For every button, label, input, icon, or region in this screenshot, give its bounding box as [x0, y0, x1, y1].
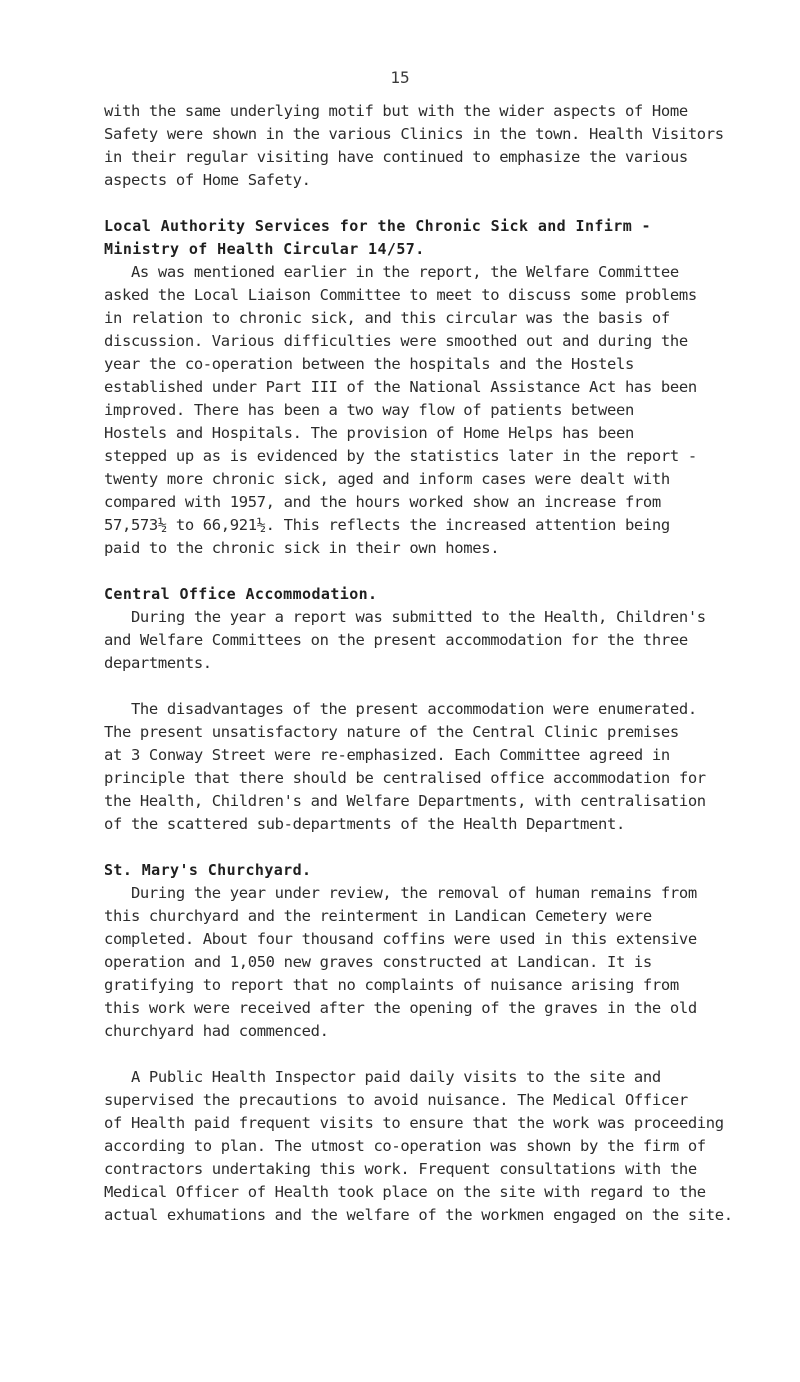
- text-line: this work were received after the opening of the graves in the old: [104, 999, 697, 1017]
- text-line: and Welfare Committees on the present accommodation for the three: [104, 631, 688, 649]
- text-line: paid to the chronic sick in their own homes.: [104, 539, 500, 557]
- text-line: year the co-operation between the hospitals and the Hostels: [104, 355, 634, 373]
- text-line: Safety were shown in the various Clinics in the town. Health Visitors: [104, 125, 724, 143]
- text-line: asked the Local Liaison Committee to meet to discuss some problems: [104, 286, 697, 304]
- section-central-office: [104, 583, 784, 836]
- section-heading: Ministry of Health Circular 14/57.: [104, 240, 425, 258]
- text-line: aspects of Home Safety.: [104, 171, 311, 189]
- text-line: in relation to chronic sick, and this circular was the basis of: [104, 309, 670, 327]
- spacer: [104, 560, 784, 583]
- page-number: 15: [390, 68, 410, 87]
- text-line: During the year under review, the removal of human remains from: [104, 884, 697, 902]
- spacer: [104, 675, 784, 698]
- text-line: the Health, Children's and Welfare Departments, with centralisation: [104, 792, 706, 810]
- text-line: Medical Officer of Health took place on the site with regard to the: [104, 1183, 706, 1201]
- section-churchyard: [104, 859, 784, 1227]
- text-line: A Public Health Inspector paid daily visits to the site and: [104, 1068, 661, 1086]
- section-heading: Central Office Accommodation.: [104, 585, 378, 603]
- text-line: compared with 1957, and the hours worked show an increase from: [104, 493, 661, 511]
- text-line: completed. About four thousand coffins were used in this extensive: [104, 930, 697, 948]
- text-line: stepped up as is evidenced by the statistics later in the report -: [104, 447, 697, 465]
- text-line: During the year a report was submitted to the Health, Children's: [104, 608, 706, 626]
- text-line: churchyard had commenced.: [104, 1022, 329, 1040]
- text-line: 57,573½ to 66,921½. This reflects the increased attention being: [104, 516, 670, 534]
- text-line: contractors undertaking this work. Frequent consultations with the: [104, 1160, 697, 1178]
- section-heading: St. Mary's Churchyard.: [104, 861, 312, 879]
- text-line: of Health paid frequent visits to ensure that the work was proceeding: [104, 1114, 724, 1132]
- text-line: The present unsatisfactory nature of the Central Clinic premises: [104, 723, 679, 741]
- spacer: [104, 836, 784, 859]
- text-line: of the scattered sub-departments of the Health Department.: [104, 815, 625, 833]
- text-line: supervised the precautions to avoid nuisance. The Medical Officer: [104, 1091, 688, 1109]
- text-line: this churchyard and the reinterment in Landican Cemetery were: [104, 907, 652, 925]
- page-body: [104, 100, 784, 1227]
- intro-paragraph: [104, 100, 784, 192]
- section-heading: Local Authority Services for the Chronic Sick and Infirm -: [104, 217, 651, 235]
- text-line: actual exhumations and the welfare of the workmen engaged on the site.: [104, 1206, 733, 1224]
- text-line: twenty more chronic sick, aged and inform cases were dealt with: [104, 470, 670, 488]
- text-line: with the same underlying motif but with the wider aspects of Home: [104, 102, 688, 120]
- text-line: principle that there should be centralised office accommodation for: [104, 769, 706, 787]
- text-line: gratifying to report that no complaints of nuisance arising from: [104, 976, 679, 994]
- spacer: [104, 192, 784, 215]
- text-line: at 3 Conway Street were re-emphasized. Each Committee agreed in: [104, 746, 670, 764]
- text-line: established under Part III of the National Assistance Act has been: [104, 378, 697, 396]
- section-chronic-sick: [104, 215, 784, 560]
- text-line: As was mentioned earlier in the report, the Welfare Committee: [104, 263, 679, 281]
- spacer: [104, 1043, 784, 1066]
- text-line: according to plan. The utmost co-operation was shown by the firm of: [104, 1137, 706, 1155]
- text-line: improved. There has been a two way flow of patients between: [104, 401, 634, 419]
- text-line: discussion. Various difficulties were smoothed out and during the: [104, 332, 688, 350]
- text-line: departments.: [104, 654, 212, 672]
- text-line: operation and 1,050 new graves constructed at Landican. It is: [104, 953, 652, 971]
- text-line: The disadvantages of the present accommodation were enumerated.: [104, 700, 697, 718]
- text-line: in their regular visiting have continued to emphasize the various: [104, 148, 688, 166]
- text-line: Hostels and Hospitals. The provision of Home Helps has been: [104, 424, 634, 442]
